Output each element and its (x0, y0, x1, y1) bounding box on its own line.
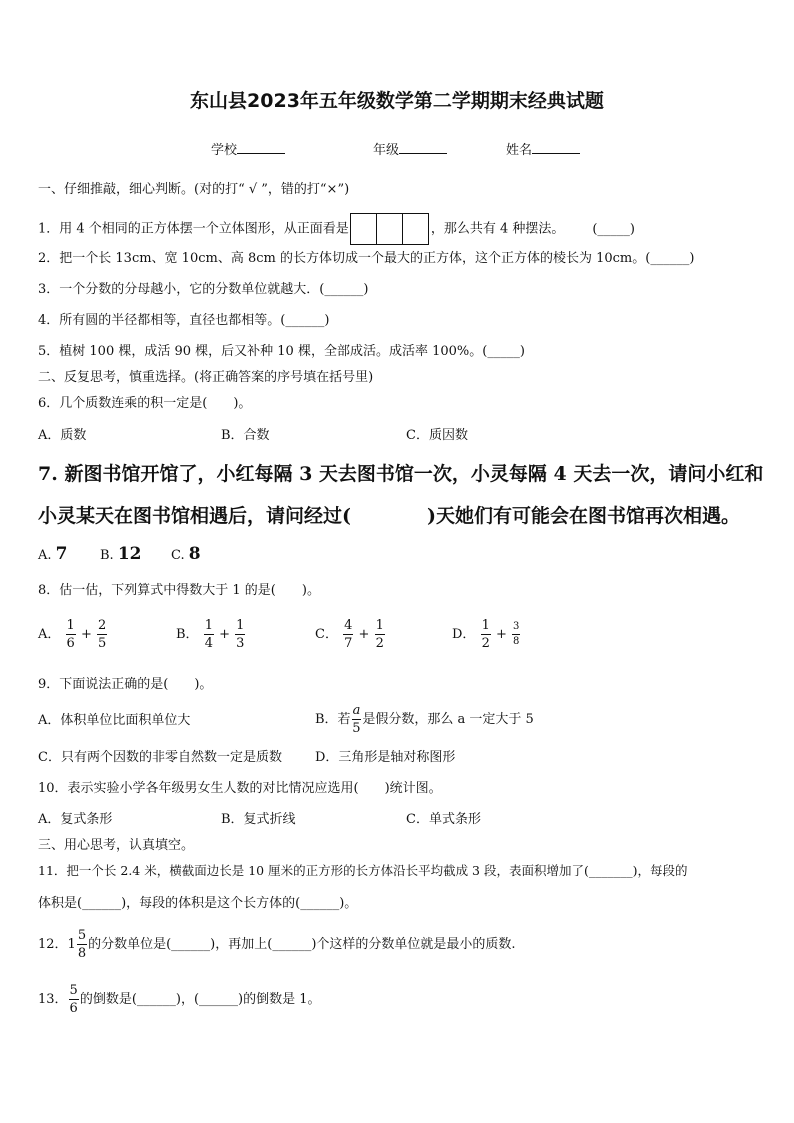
front-view-figure (351, 213, 429, 245)
section-3-heading: 三、用心思考，认真填空。 (38, 838, 195, 853)
grade-label: 年级 (373, 143, 400, 158)
q10-option-a[interactable]: A．复式条形 (38, 812, 113, 827)
q8-option-c[interactable] (315, 619, 386, 650)
q7-option-b[interactable] (100, 544, 142, 564)
q10-option-c[interactable]: C．单式条形 (406, 812, 481, 827)
q7-b-label: B. (100, 548, 114, 563)
plus-sign: + (496, 627, 507, 642)
question-11-line-1: 11．把一个长 2.4 米，横截面边长是 10 厘米的正方形的长方体沿长平均截成 3 段，表面积增加了(_______)，每段的 (38, 863, 688, 878)
name-label: 姓名 (506, 143, 533, 158)
q12-text: 的分数单位是(______)，再加上(______)个这样的分数单位就是最小的质数. (88, 937, 516, 952)
q7-option-c[interactable] (171, 544, 201, 564)
q8-d-label: D． (452, 627, 476, 642)
fraction: $\frac{1}{3}$ (236, 618, 245, 651)
question-3: 3．一个分数的分母越小，它的分数单位就越大．(______) (38, 282, 369, 297)
question-8: 8．估一估，下列算式中得数大于 1 的是( )。 (38, 583, 320, 598)
question-9: 9．下面说法正确的是( )。 (38, 677, 213, 692)
question-2: 2．把一个长 13cm、宽 10cm、高 8cm 的长方体切成一个最大的正方体，这个正方体的棱长为 10cm。(______) (38, 251, 695, 266)
q9-option-d[interactable]: D．三角形是轴对称图形 (315, 750, 456, 765)
question-12 (38, 929, 516, 960)
q6-option-a[interactable]: A．质数 (38, 428, 87, 443)
school-field (211, 141, 285, 160)
plus-sign: + (80, 627, 92, 642)
fraction: $\frac{5}{6}$ (69, 983, 78, 1016)
grade-field (373, 141, 447, 160)
plus-sign: + (358, 627, 370, 642)
fraction: $\frac{3}{8}$ (513, 621, 520, 647)
question-7-line-2: 小灵某天在图书馆相遇后，请问经过( )天她们有可能会在图书馆再次相遇。 (38, 505, 740, 527)
q1-text: 1．用 4 个相同的正方体摆一个立体图形，从正面看是 (38, 221, 349, 237)
name-field (506, 141, 580, 160)
q13-prefix: 13． (38, 992, 68, 1007)
school-blank[interactable] (237, 141, 285, 154)
q9-option-c[interactable]: C．只有两个因数的非零自然数一定是质数 (38, 750, 282, 765)
section-1-heading: 一、仔细推敲，细心判断。(对的打“ √ ”，错的打“×”) (38, 182, 350, 197)
page-title: 东山县2023年五年级数学第二学期期末经典试题 (190, 90, 604, 112)
q7-c-label: C. (171, 548, 185, 563)
question-6: 6．几个质数连乘的积一定是( )。 (38, 396, 252, 411)
q8-c-label: C． (315, 627, 338, 642)
fraction: $\frac{a}{5}$ (352, 703, 361, 736)
grade-blank[interactable] (399, 141, 447, 154)
q7-option-a[interactable] (38, 544, 68, 564)
q6-option-c[interactable]: C．质因数 (406, 428, 468, 443)
question-7-line-1: 7. 新图书馆开馆了，小红每隔 3 天去图书馆一次，小灵每隔 4 天去一次，请问小红和 (38, 463, 764, 485)
q9-option-b[interactable] (315, 704, 534, 735)
q9-b-suffix: 是假分数，那么 a 一定大于 5 (362, 712, 534, 727)
question-10: 10．表示实验小学各年级男女生人数的对比情况应选用( )统计图。 (38, 781, 442, 796)
q7-a-label: A. (38, 548, 52, 563)
q10-option-b[interactable]: B．复式折线 (221, 812, 296, 827)
q7-c-value: 8 (188, 544, 201, 564)
question-4: 4．所有圆的半径都相等，直径也都相等。(______) (38, 313, 330, 328)
question-1 (38, 213, 635, 245)
q7-b-value: 12 (117, 544, 142, 564)
q9-option-a[interactable]: A．体积单位比面积单位大 (38, 713, 191, 728)
q8-option-d[interactable] (452, 619, 521, 650)
q8-option-b[interactable] (176, 619, 246, 650)
q1-answer-blank[interactable]: (_____) (592, 221, 636, 237)
fraction: $\frac{2}{5}$ (98, 618, 107, 651)
q13-text: 的倒数是(______)，(______)的倒数是 1。 (79, 992, 321, 1007)
q6-option-b[interactable]: B．合数 (221, 428, 270, 443)
fraction: $\frac{1}{4}$ (204, 618, 213, 651)
q8-option-a[interactable] (38, 619, 108, 650)
section-2-heading: 二、反复思考，慎重选择。(将正确答案的序号填在括号里) (38, 370, 374, 385)
fraction: $\frac{1}{6}$ (66, 618, 75, 651)
fraction: $\frac{5}{8}$ (77, 928, 87, 961)
school-label: 学校 (211, 143, 238, 158)
plus-sign: + (219, 627, 231, 642)
q8-b-label: B． (176, 627, 199, 642)
question-11-line-2: 体积是(______)，每段的体积是这个长方体的(______)。 (38, 896, 358, 911)
fraction: $\frac{4}{7}$ (344, 618, 353, 651)
question-13 (38, 984, 321, 1015)
q9-b-prefix: B．若 (315, 712, 351, 727)
name-blank[interactable] (532, 141, 580, 154)
q8-a-label: A． (38, 627, 61, 642)
question-5: 5．植树 100 棵，成活 90 棵，后又补种 10 棵，全部成活。成活率 100%。(_____) (38, 344, 525, 359)
q12-prefix: 12．1 (38, 937, 76, 952)
fraction: $\frac{1}{2}$ (375, 618, 384, 651)
fraction: $\frac{1}{2}$ (481, 618, 490, 651)
q1-text-end: ，那么共有 4 种摆法。 (430, 221, 565, 237)
q7-a-value: 7 (55, 544, 68, 564)
